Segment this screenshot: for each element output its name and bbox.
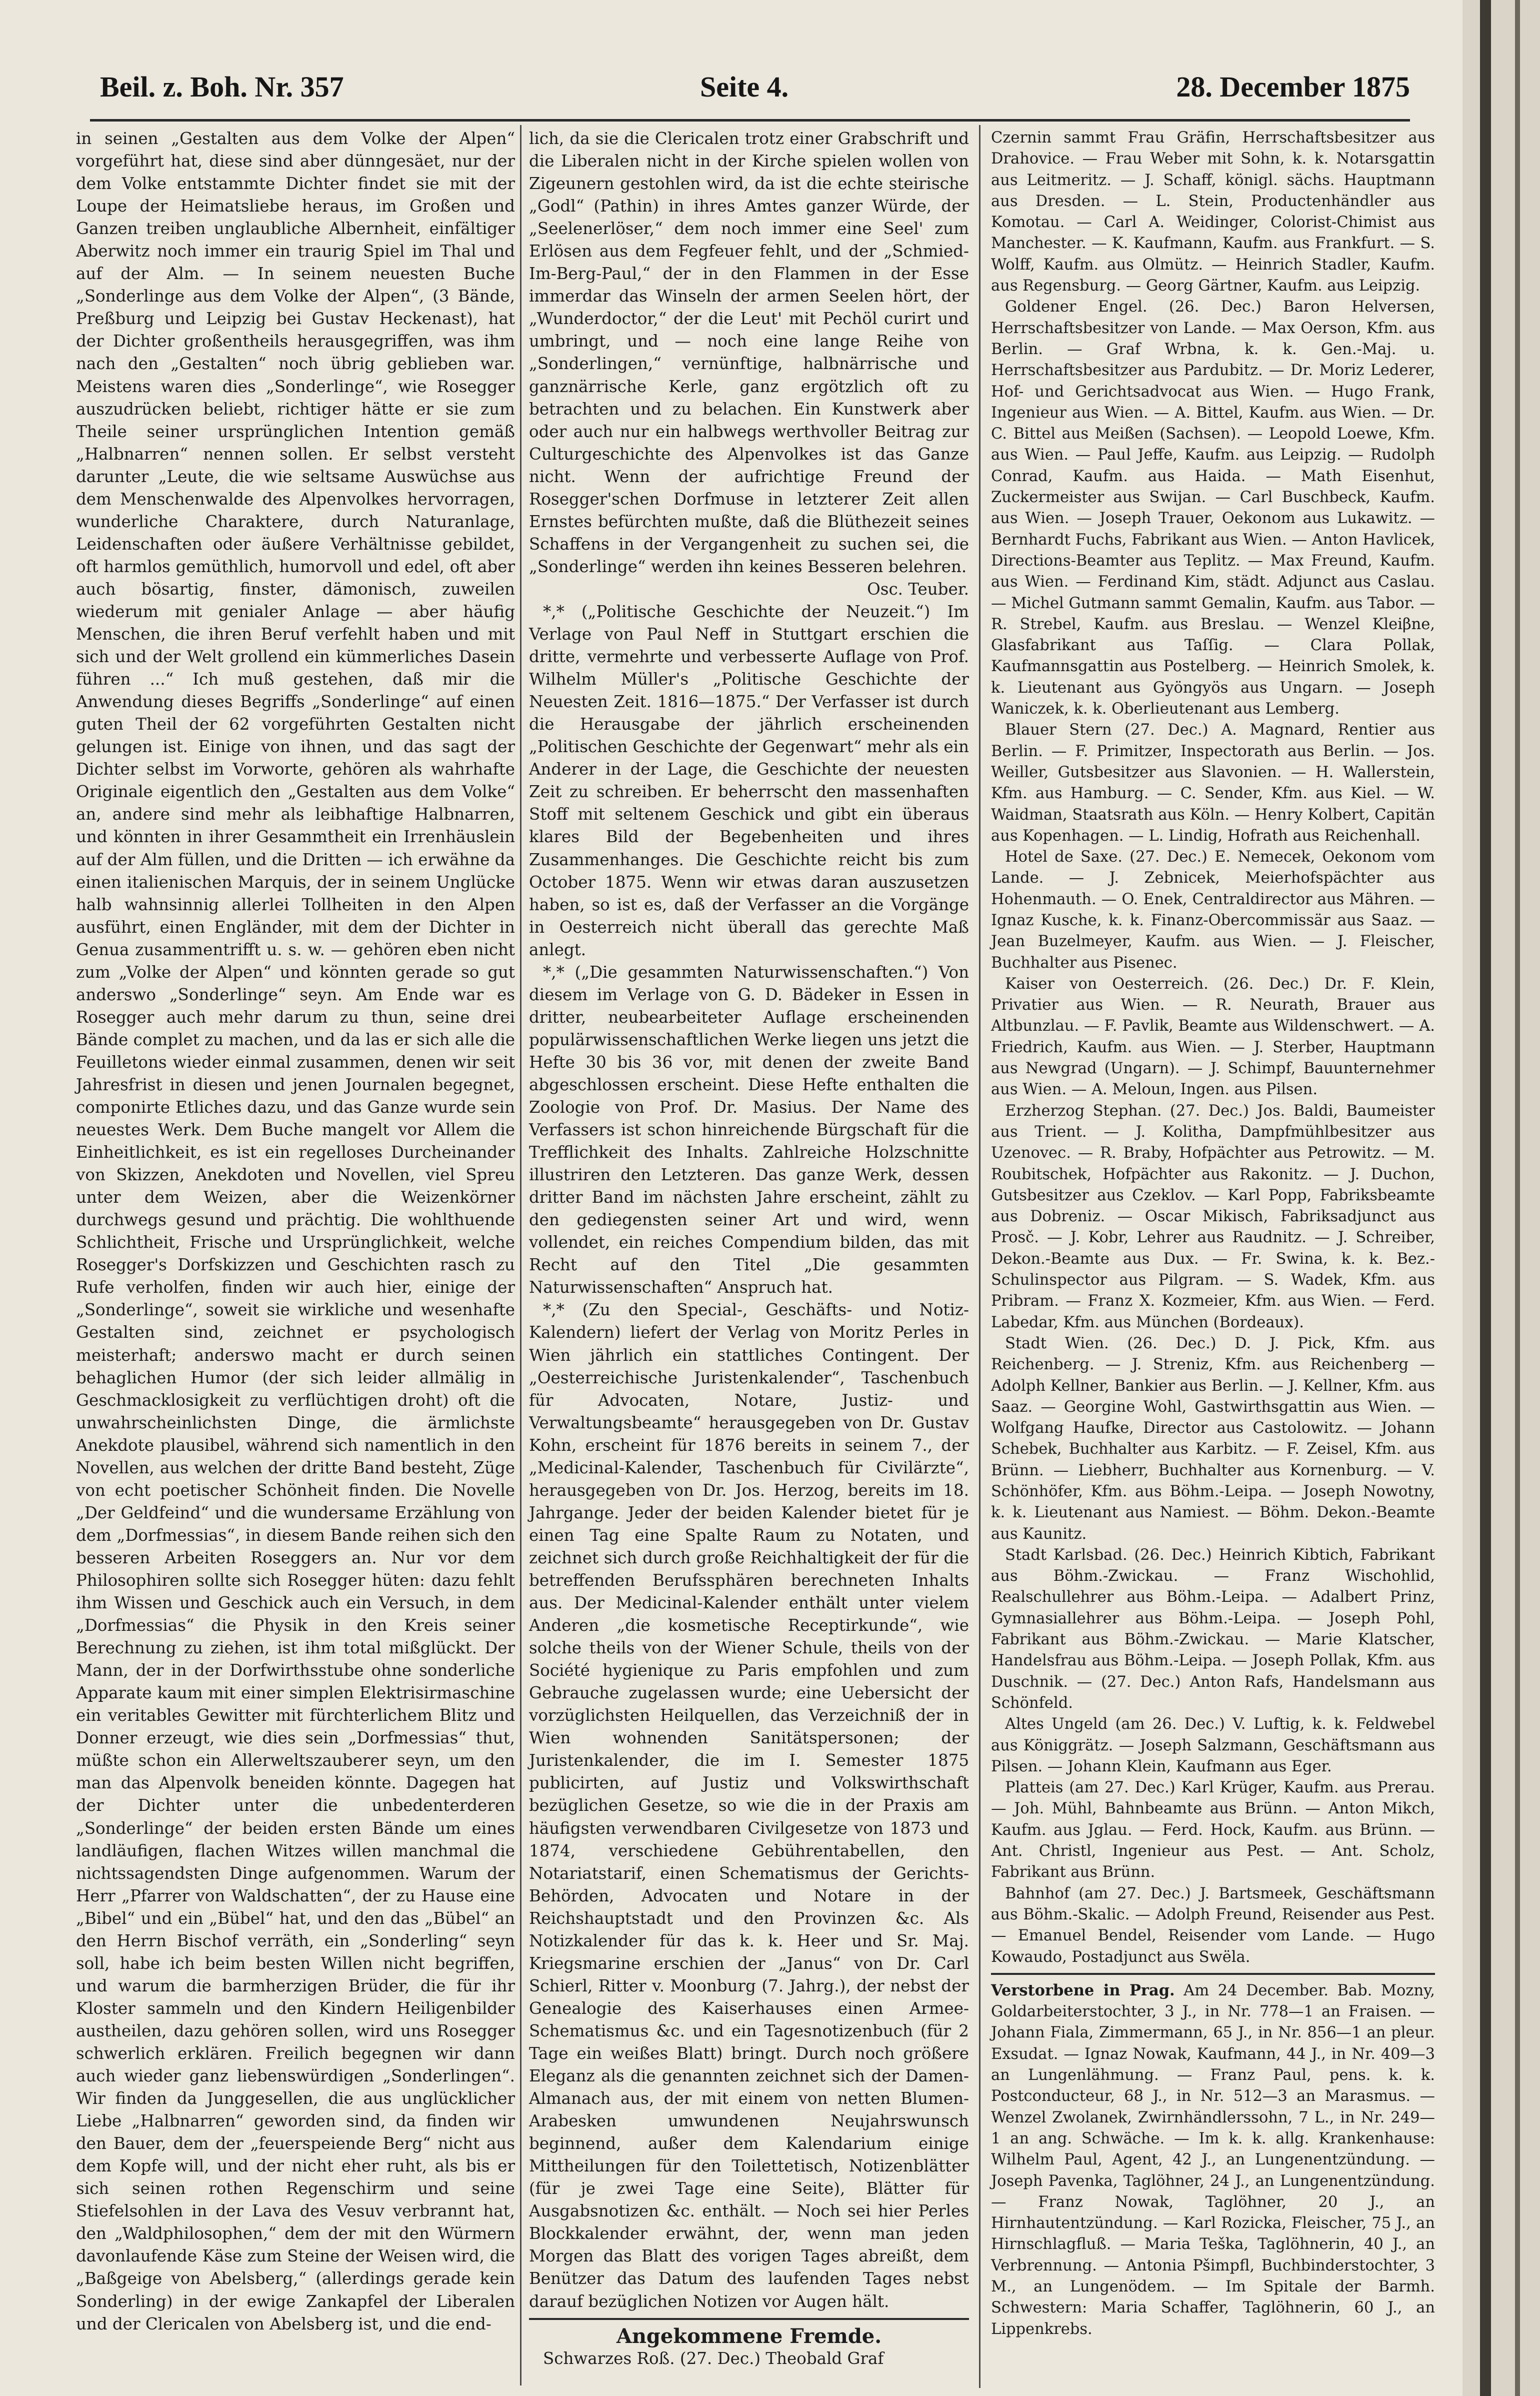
column-divider-2 bbox=[979, 125, 980, 2388]
review-signature: Osc. Teuber. bbox=[867, 579, 969, 599]
arrivals-platteis: Platteis (am 27. Dec.) Karl Krüger, Kaufm. aus Prerau. — Joh. Mühl, Bahnbeamte aus Brünn. — Anton Mikch, Kaufm. aus Jglau. — Ferd. Hock, Kaufm. aus Brünn. — Ant. Christl, Ingenieur aus Pest. — Ant. Scholz, Fabrikant aus Brünn. bbox=[991, 1779, 1435, 1881]
notice-calendars: *,* (Zu den Special-, Geschäfts- und Notiz-Kalendern) liefert der Verlag von Moritz Perles in Wien jährlich ein stattliches Contingent. Der „Oesterreichische Juristenkalender“, Taschenbuch für Advocaten, Notare, Justiz- und Verwaltungsbeamte“ herausgegeben von Dr. Gustav Kohn, erscheint für 1876 bereits in seinem 7., der „Medicinal-Kalender, Taschenbuch für Civilärzte“, herausgegeben von Dr. Jos. Herzog, bereits im 18. Jahrgange. Jeder der beiden Kalender bietet für je einen Tag eine Spalte Raum zu Notaten, und zeichnet sich durch große Reichhaltigkeit der für die betreffenden Berufssphären berechneten Inhalts aus. Der Medicinal-Kalender enthält unter vielem Anderen „die kosmetische Receptirkunde“, wie solche theils von der Wiener Schule, theils von der Société hygienique zu Paris empfohlen und zum Gebrauche zugelassen wurde; eine Uebersicht der vorzüglichsten Heilquellen, das Verzeichniß der in Wien wohnenden Sanitätspersonen; der Juristenkalender, die im I. Semester 1875 publicirten, auf Justiz und Volkswirthschaft bezüglichen Gesetze, so wie die in der Praxis am häufigsten verwendbaren Civilgesetze von 1873 und 1874, verschiedene Gebührentabellen, den Notariatstarif, einen Schematismus der Gerichts-Behörden, Advocaten und Notare in der Reichshauptstadt und den Provinzen &c. Als Notizkalender für das k. k. Heer und Sr. Maj. Kriegsmarine erschien der „Janus“ von Dr. Carl Schierl, Ritter v. Moonburg (7. Jahrg.), der nebst der Genealogie des Kaiserhauses einen Armee-Schematismus &c. und ein Tagesnotizenbuch (für 2 Tage ein weißes Blatt) bringt. Durch noch größere Eleganz als die genannten zeichnet sich der Damen-Almanach aus, der mit einem von netten Blumen-Arabesken umwundenen Neujahrswunsch beginnend, außer dem Kalendarium einige Mittheilungen für den Toilettetisch, Notizenblätter (für je zwei Tage eine Seite), Blätter für Ausgabsnotizen &c. enthält. — Noch sei hier Perles Blockkalender erwähnt, der, wenn man jeden Morgen das Blatt des vorigen Tages abreißt, dem Benützer das Datum des laufenden Tages nebst darauf bezüglichen Notizen vor Augen hält. bbox=[529, 1300, 969, 2311]
page-header bbox=[90, 65, 1410, 110]
column-1 bbox=[76, 128, 515, 2335]
supplement-number: Beil. z. Boh. Nr. 357 bbox=[100, 71, 344, 103]
arrivals-kaiser-von-oesterreich: Kaiser von Oesterreich. (26. Dec.) Dr. F. Klein, Privatier aus Wien. — R. Neurath, Brauer aus Altbunzlau. — F. Pavlik, Beamte aus Wildenschwert. — A. Friedrich, Kaufm. aus Wien. — J. Sterber, Hauptmann aus Newgrad (Ungarn). — J. Schimpf, Bauunternehmer aus Wien. — A. Meloun, Ingen. aus Pilsen. bbox=[991, 975, 1435, 1099]
arrivals-stadt-wien: Stadt Wien. (26. Dec.) D. J. Pick, Kfm. aus Reichenberg. — J. Streniz, Kfm. aus Reichenberg — Adolph Kellner, Bankier aus Berlin. — J. Kellner, Kfm. aus Saaz. — Georgine Wohl, Gastwirthsgattin aus Wien. — Wolfgang Haufke, Director aus Castolowitz. — Johann Schebek, Buchhalter aus Karbitz. — F. Zeisel, Kfm. aus Brünn. — Liebherr, Buchhalter aus Kornenburg. — V. Schönhöfer, Kfm. aus Böhm.-Leipa. — Joseph Nowotny, k. k. Lieutenant aus Namiest. — Böhm. Dekon.-Beamte aus Kaunitz. bbox=[991, 1334, 1435, 1543]
scan-edge-shadow bbox=[1480, 0, 1491, 2396]
notice-natural-sciences: *,* („Die gesammten Naturwissenschaften.“) Von diesem im Verlage von G. D. Bädeker in Essen in dritter, neubearbeiteter Auflage erscheinenden populärwissenschaftlichen Werke liegen uns jetzt die Hefte 30 bis 36 vor, mit denen der zweite Band abgeschlossen erscheint. Diese Hefte enthalten die Zoologie von Prof. Dr. Masius. Der Name des Verfassers ist schon hinreichende Bürgschaft für die Trefflichkeit des Inhalts. Zahlreiche Holzschnitte illustriren den Letzteren. Das ganze Werk, dessen dritter Band im nächsten Jahre erscheint, zählt zu den gediegensten seiner Art und wird, wenn vollendet, ein reiches Compendium bilden, das mit Recht auf den Titel „Die gesammten Naturwissenschaften“ Anspruch hat. bbox=[529, 962, 969, 1297]
arrivals-erzherzog-stephan: Erzherzog Stephan. (27. Dec.) Jos. Baldi, Baumeister aus Trient. — J. Kolitha, Dampfmühlbesitzer aus Uzenovec. — R. Braby, Hofpächter aus Petrowitz. — M. Roubitschek, Hofpächter aus Rakonitz. — J. Duchon, Gutsbesitzer aus Czeklov. — Karl Popp, Fabriksbeamte aus Dobreniz. — Oscar Mikisch, Fabriksadjunct aus Prosč. — J. Kobr, Lehrer aus Raudnitz. — J. Schreiber, Dekon.-Beamte aus Dux. — Fr. Swina, k. k. Bez.-Schulinspector aus Pilgram. — S. Wadek, Kfm. aus Pribram. — Franz X. Kozmeier, Kfm. aus Wien. — Ferd. Labedar, Kfm. aus München (Bordeaux). bbox=[991, 1102, 1435, 1331]
arrivals-stadt-karlsbad: Stadt Karlsbad. (26. Dec.) Heinrich Kibtich, Fabrikant aus Böhm.-Zwickau. — Franz Wischohlid, Realschullehrer aus Böhm.-Leipa. — Adalbert Prinz, Gymnasiallehrer aus Böhm.-Leipa. — Joseph Pohl, Fabrikant aus Böhm.-Zwickau. — Marie Klatscher, Handelsfrau aus Böhm.-Leipa. — Joseph Pollak, Kfm. aus Duschnik. — (27. Dec.) Anton Rafs, Handelsmann aus Schönfeld. bbox=[991, 1546, 1435, 1712]
arrivals-hotel-de-saxe: Hotel de Saxe. (27. Dec.) E. Nemecek, Oekonom vom Lande. — J. Zebnicek, Meierhofspächter aus Hohenmauth. — O. Enek, Centraldirector aus Mähren. — Ignaz Kusche, k. k. Finanz-Obercommissär aus Saaz. — Jean Buzelmeyer, Kaufm. aus Wien. — J. Fleischer, Buchhalter aus Pisenec. bbox=[991, 848, 1435, 972]
notice-political-history: *,* („Politische Geschichte der Neuzeit.“) Im Verlage von Paul Neff in Stuttgart erschien die dritte, vermehrte und verbesserte Auflage von Prof. Wilhelm Müller's „Politische Geschichte der Neuesten Zeit. 1816—1875.“ Der Verfasser ist durch die Herausgabe der jährlich erscheinenden „Politischen Geschichte der Gegenwart“ mehr als ein Anderer in der Lage, die Geschichte der neuesten Zeit zu schreiben. Er beherrscht den massenhaften Stoff mit seltenem Geschick und gibt ein überaus klares Bild der Begebenheiten und ihres Zusammenhanges. Die Geschichte reicht bis zum October 1875. Wenn wir etwas daran auszusetzen haben, so ist es, daß der Verfasser an die Vorgänge in Oesterreich nicht überall das gerechte Maß anlegt. bbox=[529, 602, 969, 959]
page-number: Seite 4. bbox=[700, 71, 789, 103]
scan-edge-shadow-2 bbox=[1515, 0, 1520, 2396]
arrivals-bahnhof: Bahnhof (am 27. Dec.) J. Bartsmeek, Geschäftsmann aus Böhm.-Skalic. — Adolph Freund, Reisender aus Pest. — Emanuel Bendel, Reisender vom Lande. — Hugo Kowaudo, Postadjunct aus Swëla. bbox=[991, 1884, 1435, 1966]
scan-edge bbox=[1462, 0, 1540, 2396]
arrivals-goldener-engel: Goldener Engel. (26. Dec.) Baron Helversen, Herrschaftsbesitzer von Lande. — Max Oerson, Kfm. aus Berlin. — Graf Wrbna, k. k. Gen.-Maj. u. Herrschaftsbesitzer aus Pardubitz. — Dr. Moriz Lederer, Hof- und Gerichtsadvocat aus Wien. — Hugo Frank, Ingenieur aus Wien. — A. Bittel, Kaufm. aus Wien. — Dr. C. Bittel aus Meißen (Sachsen). — Leopold Loewe, Kfm. aus Wien. — Paul Jeffe, Kaufm. aus Leipzig. — Rudolph Conrad, Kaufm. aus Haida. — Math Eisenhut, Zuckermeister aus Swijan. — Carl Buschbeck, Kaufm. aus Wien. — Joseph Trauer, Oekonom aus Lukawitz. — Bernhardt Fuchs, Fabrikant aus Wien. — Anton Havlicek, Directions-Beamter aus Teplitz. — Max Freund, Kaufm. aus Wien. — Ferdinand Kim, städt. Adjunct aus Caslau. — Michel Gutmann sammt Gemalin, Kaufm. aus Tabor. — R. Strebel, Kaufm. aus Breslau. — Wenzel Kleiβne, Glasfabrikant aus Taſſig. — Clara Pollak, Kaufmannsgattin aus Postelberg. — Heinrich Smolek, k. k. Lieutenant aus Gyöngyös aus Ungarn. — Joseph Waniczek, k. k. Oberlieutenant aus Lemberg. bbox=[991, 298, 1436, 718]
column-2 bbox=[529, 128, 969, 2370]
arrivals-continuation: Czernin sammt Frau Gräfin, Herrschaftsbesitzer aus Drahovice. — Frau Weber mit Sohn, k. k. Notarsgattin aus Leitmeritz. — J. Schaff, königl. sächs. Hauptmann aus Dresden. — L. Stein, Productenhändler aus Komotau. — Carl A. Weidinger, Colorist-Chimist aus Manchester. — K. Kaufmann, Kaufm. aus Frankfurt. — S. Wolff, Kaufm. aus Olmütz. — Heinrich Stadler, Kaufm. aus Regensburg. — Georg Gärtner, Kaufm. aus Leipzig. bbox=[991, 129, 1435, 295]
arrivals-altes-ungeld: Altes Ungeld (am 26. Dec.) V. Luftig, k. k. Feldwebel aus Königgrätz. — Joseph Salzmann, Geschäftsmann aus Pilsen. — Johann Klein, Kaufmann aus Eger. bbox=[991, 1715, 1435, 1775]
review-text: in seinen „Gestalten aus dem Volke der Alpen“ vorgeführt hat, diese sind aber dünngesäet, nur der dem Volke entstammte Dichter findet sie mit der Loupe der Heimatsliebe heraus, im Großen und Ganzen treiben unglaubliche Albernheit, einfältiger Aberwitz noch immer ein traurig Spiel im Thal und auf der Alm. — In seinem neuesten Buche „Sonderlinge aus dem Volke der Alpen“, (3 Bände, Preßburg und Leipzig bei Gustav Heckenast), hat der Dichter großentheils herausgegriffen, was ihm nach den „Gestalten“ noch übrig geblieben war. Meistens waren dies „Sonderlinge“, wie Rosegger auszudrücken beliebt, richtiger hätte er sie zum Theile seiner ursprünglichen Intention gemäß „Halbnarren“ nennen sollen. Er selbst versteht darunter „Leute, die wie seltsame Auswüchse aus dem Menschenwalde des Alpenvolkes hervorragen, wunderliche Charaktere, durch Naturanlage, Leidenschaften oder äußere Verhältnisse gebildet, oft harmlos gemüthlich, humorvoll und edel, oft aber auch bösartig, finster, dämonisch, zuweilen wiederum mit genialer Anlage — aber häufig Menschen, die ihren Beruf verfehlt haben und mit sich und der Welt grollend ein kümmerliches Dasein führen ...“ Ich muß gestehen, daß mir die Anwendung dieses Begriffs „Sonderlinge“ auf einen guten Theil der 62 vorgeführten Gestalten nicht gelungen ist. Einige von ihnen, und das sagt der Dichter selbst im Vorworte, gehören als wahrhafte Originale eigentlich den „Gestalten aus dem Volke“ an, andere sind mehr als leibhaftige Halbnarren, und könnten in ihrer Gesammtheit ein Irrenhäuslein auf der Alm füllen, und die Dritten — ich erwähne da einen italienischen Marquis, der in seinem Unglücke halb wahnsinnig allerlei Tollheiten in den Alpen ausführt, einen Engländer, mit dem der Dichter in Genua zusammentrifft u. s. w. — gehören eben nicht zum „Volke der Alpen“ und könnten gerade so gut anderswo „Sonderlinge“ seyn. Am Ende war es Rosegger auch mehr darum zu thun, seine drei Bände complet zu machen, und da las er sich alle die Feuilletons wieder einmal zusammen, denen wir seit Jahresfrist in diesen und jenen Journalen begegnet, componirte Etliches dazu, und das Ganze wurde sein neuestes Werk. Dem Buche mangelt vor Allem die Einheitlichkeit, es ist ein regelloses Durcheinander von Skizzen, Anekdoten und Novellen, viel Spreu unter dem Weizen, aber die Weizenkörner durchwegs gesund und prächtig. Die wohlthuende Schlichtheit, Frische und Ursprünglichkeit, welche Rosegger's Dorfskizzen und Geschichten rasch zu Rufe verholfen, finden wir auch hier, einige der „Sonderlinge“, soweit sie wirkliche und wesenhafte Gestalten sind, zeichnet er psychologisch meisterhaft; anderswo macht er durch seinen behaglichen Humor (der sich leider allmälig in Geschmacklosigkeit zu verflüchtigen droht) oft die unwahrscheinlichsten Dinge, die ärmlichste Anekdote plausibel, während sich namentlich in den Novellen, aus welchen der dritte Band besteht, Züge von echt poetischer Schönheit finden. Die Novelle „Der Geldfeind“ und die wundersame Erzählung von dem „Dorfmessias“, in diesem Bande reihen sich den besseren Arbeiten Roseggers an. Nur vor dem Philosophiren sollte sich Rosegger hüten: dazu fehlt ihm Wissen und Geschick auch ein Versuch, in dem „Dorfmessias“ die Physik in den Kreis seiner Berechnung zu ziehen, ist ihm total mißglückt. Der Mann, der in der Dorfwirthsstube ohne sonderliche Apparate kaum mit einer simplen Elektrisirmaschine ein veritables Gewitter mit fürchterlichem Blitz und Donner erzeugt, wie dies sein „Dorfmessias“ thut, müßte schon ein Allerweltszauberer seyn, um den man das Alpenvolk beneiden könnte. Dagegen hat der Dichter unter die unbedenterderen „Sonderlinge“ der beiden ersten Bände um eines landläufigen, flachen Witzes willen manchmal die nichtssagendsten Dinge aufgenommen. Warum der Herr „Pfarrer von Waldschatten“, der zu Hause eine „Bibel“ und ein „Bübel“ hat, und den das „Bübel“ an den Herrn Bischof verräth, ein „Sonderling“ seyn soll, habe ich beim besten Willen nicht begriffen, und warum die barmherzigen Brüder, die für ihr Kloster sammeln und den Kindern Heiligenbilder austheilen, dazu gehören sollen, wird uns Rosegger schwerlich erklären. Freilich begegnen wir dann auch wieder ganz liebenswürdigen „Sonderlingen“. Wir finden da Junggesellen, die aus unglücklicher Liebe „Halbnarren“ geworden sind, da finden wir den Bauer, dem der „feuerspeiende Berg“ nicht aus dem Kopfe will, und der nicht eher ruht, als bis er sich seinen rothen Regenschirm und seine Stiefelsohlen in der Lava des Vesuv verbrannt hat, den „Waldphilosophen,“ dem der mit den Würmern davonlaufende Käse zum Steine der Weisen wird, die „Baßgeige von Abelsberg,“ (allerdings gerade kein Sonderling) in der ewige Zankapfel der Liberalen und der Clericalen von Abelsberg ist, und die end- bbox=[76, 129, 515, 2333]
header-rule bbox=[90, 119, 1410, 122]
section-rule-2 bbox=[991, 1973, 1435, 1978]
column-3 bbox=[991, 128, 1435, 2340]
arrivals-blauer-stern: Blauer Stern (27. Dec.) A. Magnard, Rentier aus Berlin. — F. Primitzer, Inspectorath aus Berlin. — Jos. Weiller, Gutsbesitzer aus Slavonien. — H. Wallerstein, Kfm. aus Hamburg. — C. Sender, Kfm. aus Kiel. — W. Waidman, Staatsrath aus Köln. — Henry Kolbert, Capitän aus Kopenhagen. — L. Lindig, Hofrath aus Reichenhall. bbox=[991, 721, 1435, 845]
deaths-heading: Verstorbene in Prag. bbox=[991, 1981, 1175, 1999]
review-continuation: lich, da sie die Clericalen trotz einer Grabschrift und die Liberalen nicht in der Kirche spielen wollen von Zigeunern gestohlen wird, da ist die echte steirische „Godl“ (Pathin) in ihres Amtes ganzer Würde, der „Seelenerlöser,“ dem noch immer eine Seel' zum Erlösen aus dem Fegfeuer fehlt, und der „Schmied-Im-Berg-Paul,“ der in den Flammen in der Esse immerdar das Winseln der armen Seelen hört, der „Wunderdoctor,“ der die Leut' mit Pechöl curirt und umbringt, und — noch eine lange Reihe von „Sonderlingen,“ vernünftige, halbnärrische und ganznärrische Kerle, ganz ergötzlich oft zu betrachten und zu belachen. Ein Kunstwerk aber oder auch nur ein halbwegs werthvoller Beitrag zur Culturgeschichte des Alpenvolkes ist das Ganze nicht. Wenn der aufrichtige Freund der Rosegger'schen Dorfmuse in letzterer Zeit allen Ernstes befürchten mußte, daß die Blüthezeit seines Schaffens in der Vergangenheit zu suchen sei, die „Sonderlinge“ werden ihn keines Besseren belehren. bbox=[529, 129, 969, 576]
arrivals-heading: Angekommene Fremde. bbox=[616, 2324, 882, 2348]
column-divider-1 bbox=[520, 125, 522, 2385]
deaths-list: Am 24 December. Bab. Mozny, Goldarbeiterstochter, 3 J., in Nr. 778—1 an Fraisen. — Johann Fiala, Zimmermann, 65 J., in Nr. 856—1 an pleur. Exsudat. — Ignaz Nowak, Kaufmann, 44 J., in Nr. 409—3 an Lungenlähmung. — Franz Paul, pens. k. k. Postconducteur, 68 J., in Nr. 512—3 an Marasmus. — Wenzel Zwolanek, Zwirnhändlerssohn, 7 L., in Nr. 249—1 an ang. Schwäche. — Im k. k. allg. Krankenhause: Wilhelm Paul, Agent, 42 J., an Lungenentzündung. — Joseph Pavenka, Taglöhner, 24 J., an Lungenentzündung. — Franz Nowak, Taglöhner, 20 J., an Hirnhautentzündung. — Karl Rozicka, Fleischer, 75 J., an Hirnschlagfluß. — Maria Teška, Taglöhnerin, 40 J., an Verbrennung. — Antonia Pšimpfl, Buchbinderstochter, 3 M., an Lungenödem. — Im Spitale der Barmh. Schwestern: Maria Schaffer, Taglöhnerin, 60 J., an Lippenkrebs. bbox=[991, 1981, 1436, 2338]
arrivals-schwarzes-ross: Schwarzes Roß. (27. Dec.) Theobald Graf bbox=[543, 2348, 884, 2368]
section-rule bbox=[529, 2318, 969, 2323]
issue-date: 28. December 1875 bbox=[1176, 71, 1410, 103]
